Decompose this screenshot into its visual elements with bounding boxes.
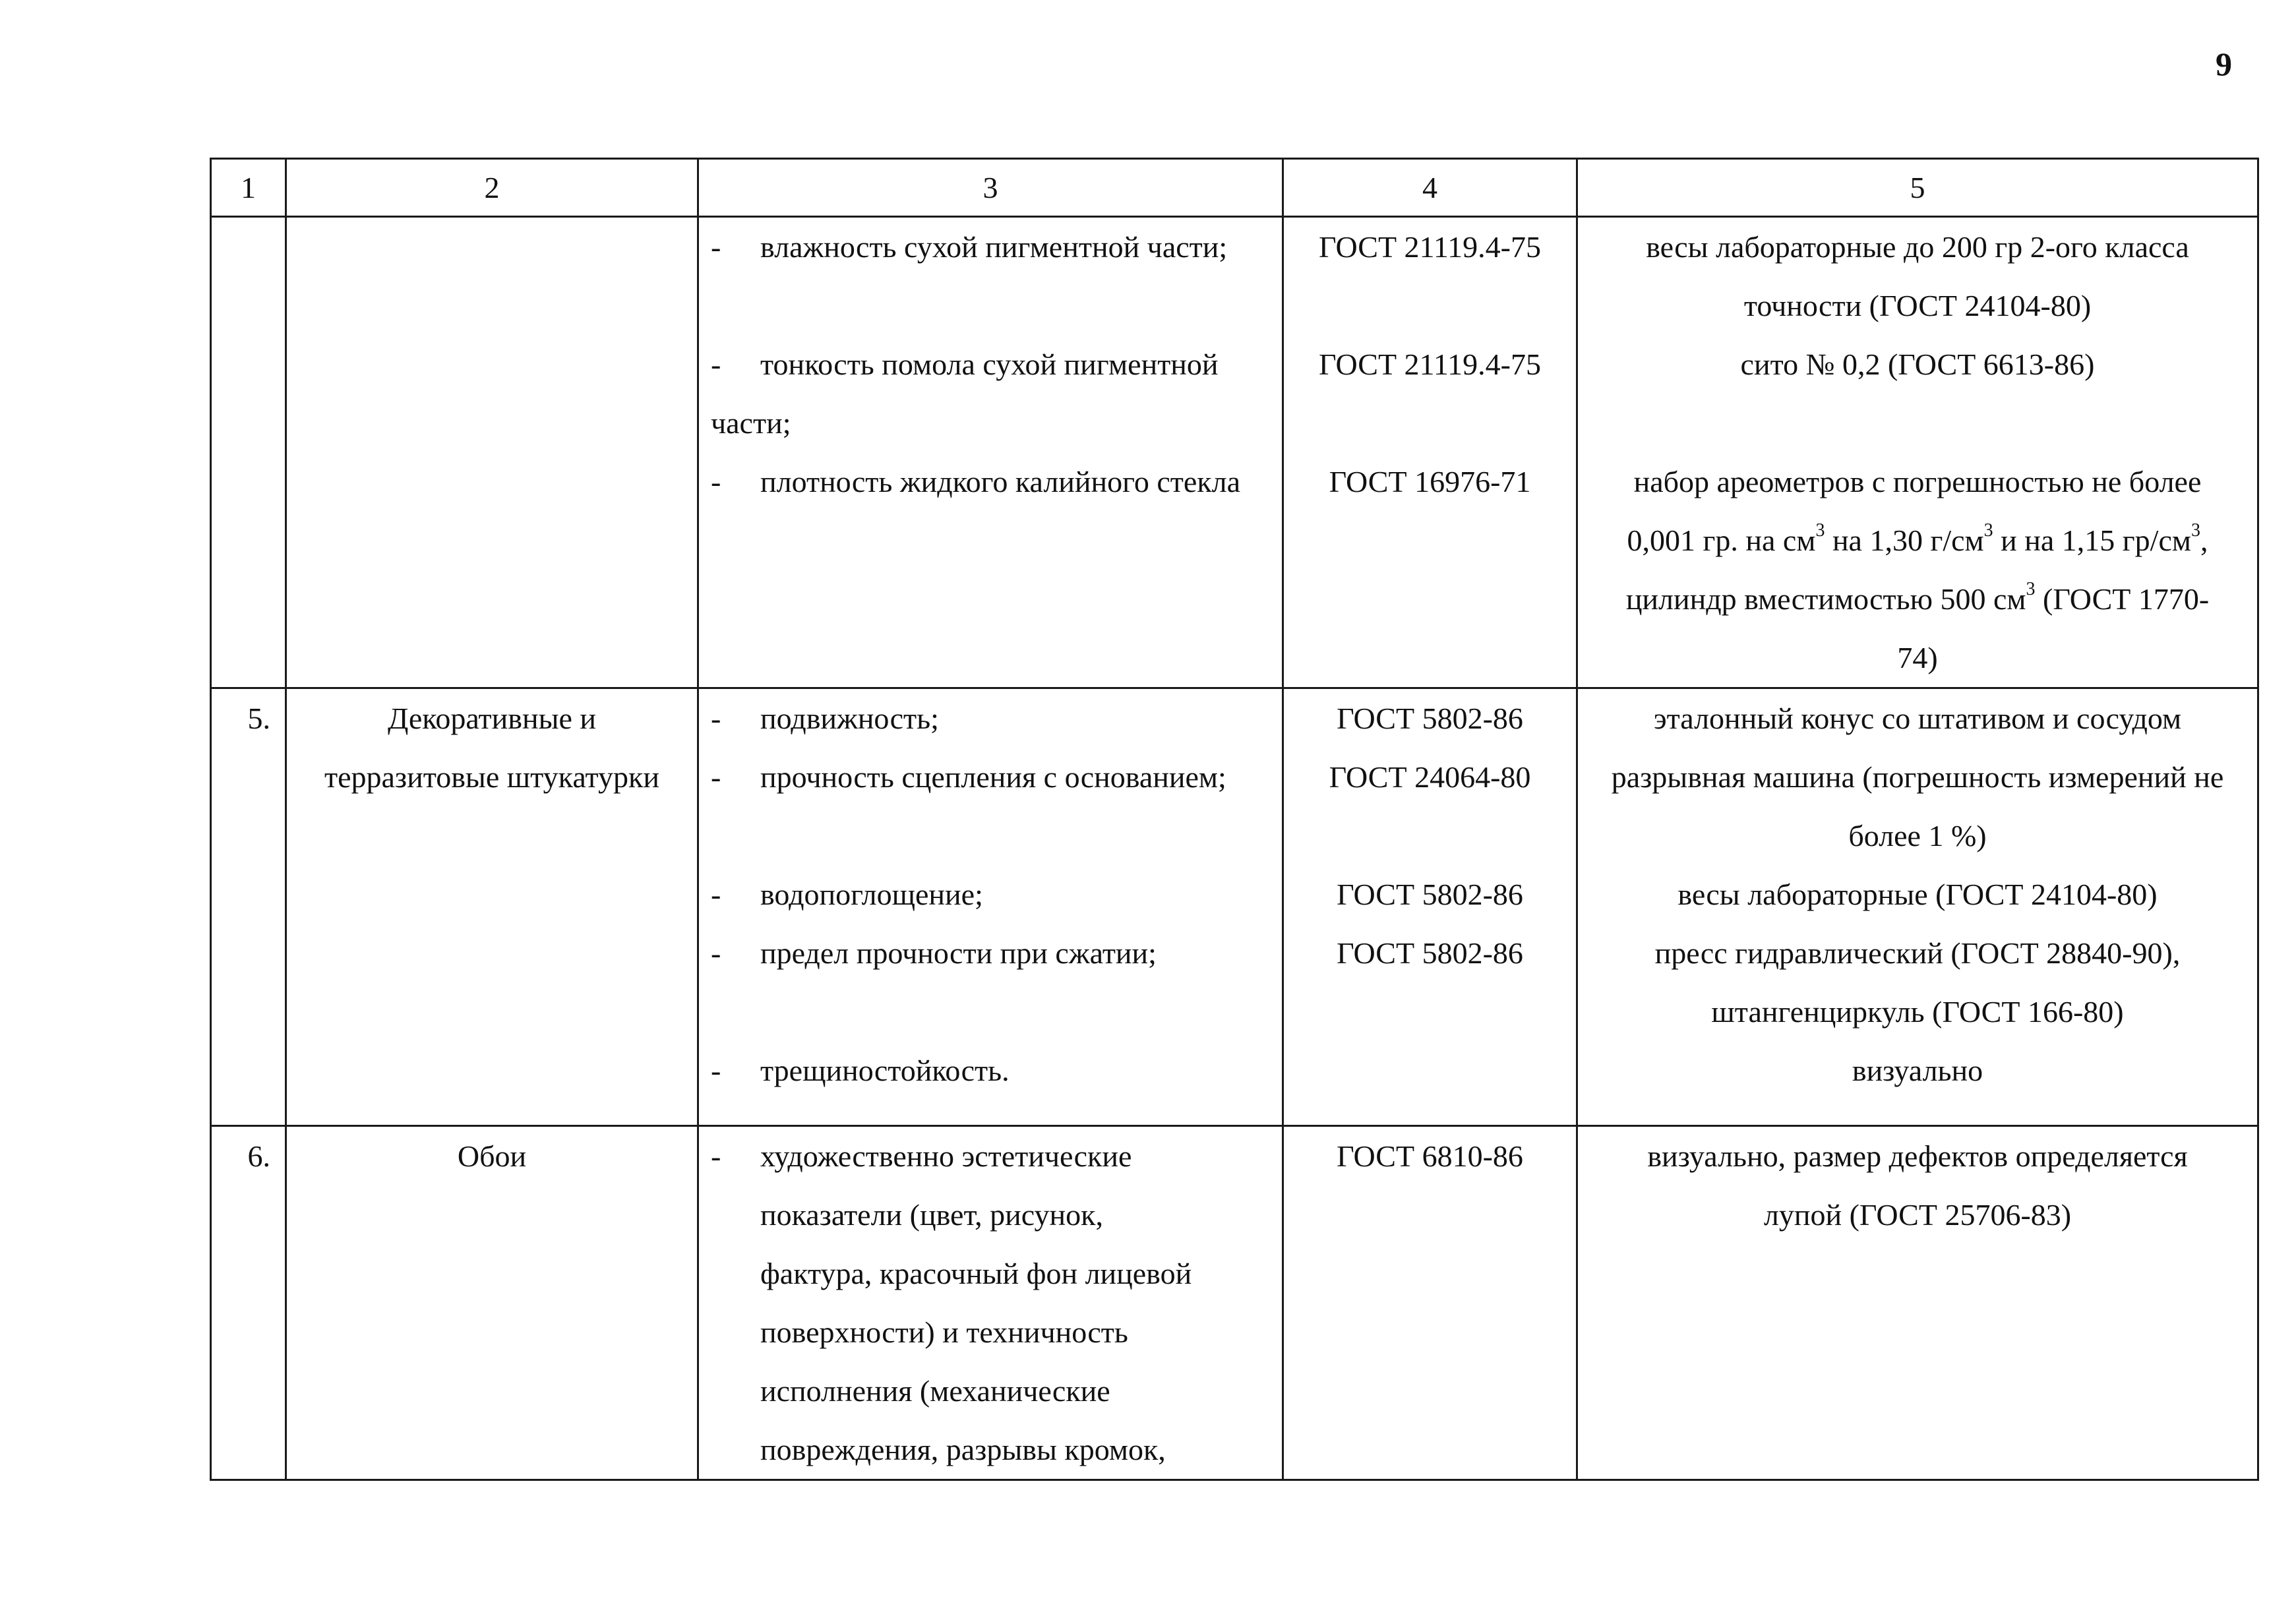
list-dash: - bbox=[711, 1054, 721, 1087]
property-list bbox=[711, 689, 1273, 1100]
cell-line: исполнения (механические bbox=[760, 1374, 1110, 1408]
page-number: 9 bbox=[2216, 45, 2233, 82]
cell-line: повреждения, разрывы кромок, bbox=[760, 1433, 1166, 1466]
cell-line: визуально bbox=[1852, 1054, 1983, 1087]
property-text: прочность сцепления с основанием; bbox=[760, 760, 1226, 794]
list-dash: - bbox=[711, 1139, 721, 1173]
cell-line: ГОСТ 5802-86 bbox=[1337, 702, 1523, 735]
cell-line: ГОСТ 21119.4-75 bbox=[1319, 230, 1541, 264]
equipment-line bbox=[1587, 511, 2248, 570]
cell-line: фактура, красочный фон лицевой bbox=[760, 1257, 1192, 1290]
spacer bbox=[1293, 394, 1567, 452]
property-lines bbox=[744, 1127, 1273, 1479]
standard-list bbox=[1293, 218, 1567, 511]
row-number-cell: 6. bbox=[211, 1126, 286, 1480]
header-col-2: 2 bbox=[286, 159, 698, 217]
header-col-1: 1 bbox=[211, 159, 286, 217]
property-text: части; bbox=[711, 406, 791, 440]
header-col-3: 3 bbox=[698, 159, 1283, 217]
equipment-cell bbox=[1577, 1126, 2258, 1480]
equipment-line bbox=[1587, 570, 2248, 628]
equipment-text: цилиндр вместимостью 500 см bbox=[1625, 582, 2026, 616]
equipment-text: (ГОСТ 1770- bbox=[2035, 582, 2210, 616]
cell-line: лупой (ГОСТ 25706-83) bbox=[1763, 1198, 2072, 1232]
spacer bbox=[1293, 276, 1567, 335]
cell-line: поверхности) и техничность bbox=[760, 1315, 1128, 1349]
equipment-line: набор ареометров с погрешностью не более bbox=[1633, 465, 2202, 498]
row-number-cell: 5. bbox=[211, 688, 286, 1126]
equipment-list bbox=[1587, 689, 2248, 1100]
equipment-list bbox=[1587, 1127, 2248, 1244]
standard-list bbox=[1293, 689, 1567, 982]
row-number-cell bbox=[211, 217, 286, 688]
cell-line: визуально, размер дефектов определяется bbox=[1647, 1139, 2188, 1173]
cell-line: разрывная машина (погрешность измерений не bbox=[1611, 760, 2224, 794]
cell-line: ГОСТ 16976-71 bbox=[1329, 465, 1531, 498]
property-line bbox=[711, 335, 1273, 394]
properties-cell bbox=[698, 688, 1283, 1126]
table-row-continuation bbox=[211, 217, 2258, 688]
list-dash: - bbox=[711, 760, 721, 794]
equipment-line: точности (ГОСТ 24104-80) bbox=[1743, 289, 2092, 322]
list-dash: - bbox=[711, 230, 721, 264]
spacer bbox=[711, 982, 1273, 1041]
table-row-6 bbox=[211, 1126, 2258, 1480]
property-text: плотность жидкого калийного стекла bbox=[760, 465, 1241, 498]
property-text: трещиностойкость. bbox=[760, 1054, 1010, 1087]
equipment-cell bbox=[1577, 688, 2258, 1126]
header-row bbox=[211, 159, 2258, 217]
cell-line: ГОСТ 5802-86 bbox=[1337, 936, 1523, 970]
property-text: подвижность; bbox=[760, 702, 939, 735]
spacer bbox=[711, 806, 1273, 865]
cell-line: ГОСТ 21119.4-75 bbox=[1319, 347, 1541, 381]
cell-line: весы лабораторные (ГОСТ 24104-80) bbox=[1677, 878, 2158, 911]
cell-line: ГОСТ 24064-80 bbox=[1329, 760, 1531, 794]
material-name-line: Декоративные и bbox=[387, 702, 597, 735]
property-line bbox=[711, 394, 1273, 452]
material-name-cell bbox=[286, 688, 698, 1126]
equipment-text: и на 1,15 гр/см bbox=[1993, 524, 2191, 557]
equipment-text: на 1,30 г/см bbox=[1825, 524, 1984, 557]
property-line bbox=[711, 218, 1273, 276]
property-text: предел прочности при сжатии; bbox=[760, 936, 1157, 970]
superscript: 3 bbox=[2190, 520, 2200, 541]
header-col-5: 5 bbox=[1577, 159, 2258, 217]
standards-cell bbox=[1283, 688, 1577, 1126]
property-text: тонкость помола сухой пигментной bbox=[760, 347, 1219, 381]
equipment-line: весы лабораторные до 200 гр 2-ого класса bbox=[1646, 230, 2189, 264]
cell-line: ГОСТ 5802-86 bbox=[1337, 878, 1523, 911]
cell-line: показатели (цвет, рисунок, bbox=[760, 1198, 1104, 1232]
cell-line: художественно эстетические bbox=[760, 1139, 1132, 1173]
property-line bbox=[711, 452, 1273, 511]
list-dash: - bbox=[711, 347, 721, 381]
equipment-line: 74) bbox=[1897, 641, 1938, 674]
property-text: влажность сухой пигментной части; bbox=[760, 230, 1228, 264]
spacer bbox=[1587, 394, 2248, 452]
list-dash: - bbox=[711, 878, 721, 911]
standards-table bbox=[210, 158, 2259, 1481]
standards-cell bbox=[1283, 217, 1577, 688]
standards-cell: ГОСТ 6810-86 bbox=[1283, 1126, 1577, 1480]
property-line bbox=[711, 1041, 1273, 1100]
property-item bbox=[711, 1127, 1273, 1479]
list-dash: - bbox=[711, 465, 721, 498]
spacer bbox=[1293, 806, 1567, 865]
equipment-text: 0,001 гр. на см bbox=[1627, 524, 1816, 557]
property-text: водопоглощение; bbox=[760, 878, 983, 911]
equipment-line: сито № 0,2 (ГОСТ 6613-86) bbox=[1740, 347, 2095, 381]
spacer bbox=[711, 276, 1273, 335]
cell-line: пресс гидравлический (ГОСТ 28840-90), bbox=[1654, 936, 2181, 970]
material-name-cell: Обои bbox=[286, 1126, 698, 1480]
cell-line: эталонный конус со штативом и сосудом bbox=[1653, 702, 2182, 735]
table-row-5 bbox=[211, 688, 2258, 1126]
equipment-cell bbox=[1577, 217, 2258, 688]
header-col-4: 4 bbox=[1283, 159, 1577, 217]
property-list bbox=[711, 218, 1273, 511]
cell-line: штангенциркуль (ГОСТ 166-80) bbox=[1711, 995, 2124, 1029]
properties-cell bbox=[698, 1126, 1283, 1480]
superscript: 3 bbox=[1815, 520, 1825, 541]
list-dash: - bbox=[711, 702, 721, 735]
property-line bbox=[711, 865, 1273, 924]
cell-line: более 1 %) bbox=[1848, 819, 1987, 853]
superscript: 3 bbox=[1983, 520, 1993, 541]
list-dash: - bbox=[711, 936, 721, 970]
material-name-cell bbox=[286, 217, 698, 688]
property-line bbox=[711, 924, 1273, 982]
superscript: 3 bbox=[2026, 579, 2036, 599]
property-line bbox=[711, 748, 1273, 806]
equipment-text: , bbox=[2200, 524, 2208, 557]
properties-cell bbox=[698, 217, 1283, 688]
material-name-line: терразитовые штукатурки bbox=[324, 760, 660, 794]
property-line bbox=[711, 689, 1273, 748]
